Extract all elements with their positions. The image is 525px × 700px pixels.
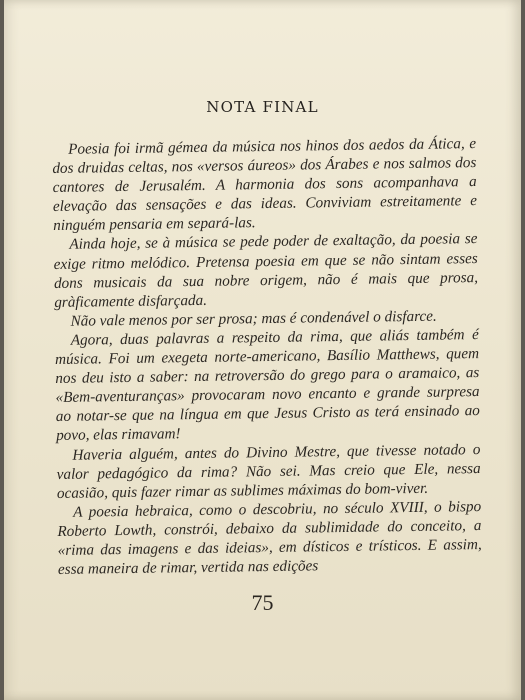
page-title: NOTA FINAL xyxy=(206,98,319,116)
paragraph-1: Poesia foi irmã gémea da música nos hinos dos aedos da Ática, e dos druidas celtas, nos «versos áureos» dos Árabes e nos salmos dos cantores de Jerusalém. A harmonia dos sons acompanhava a elevação das sensações e das ideas. Conviviam estreitamente e ninguém pensaria em separá-las. xyxy=(52,135,478,235)
book-page xyxy=(4,0,521,700)
body-text xyxy=(52,134,482,579)
paragraph-6: A poesia hebraica, como o descobriu, no século XVIII, o bispo Roberto Lowth, constrói, debaixo da sublimidade do conceito, a «rima das imagens e das ideias», em dísticos e trísticos. E assim, essa maneira de rimar, vertida nas edições xyxy=(57,497,482,579)
paragraph-5: Haveria alguém, antes do Divino Mestre, que tivesse notado o valor pedagógico da rima? Não sei. Mas creio que Ele, nessa ocasião, quis fazer rimar as sublimes máximas do bom-viver. xyxy=(56,440,481,502)
paragraph-2: Ainda hoje, se à música se pede poder de exaltação, da poesia se exige ritmo melódico. Pretensa poesia em que se não sintam esses dons musicais da sua nobre origem, não é mais que prosa, gràficamente disfarçada. xyxy=(53,230,479,311)
page-number: 75 xyxy=(251,590,274,615)
paragraph-4: Agora, duas palavras a respeito da rima, que aliás também é música. Foi um exegeta norte-americano, Basílio Matthews, quem nos deu isto a saber: na retroversão do grego para o aramaico, as «Bem-aventuranças» provocaram novo encanto e grande surpresa ao notar-se que na língua em que Jesus Cristo as terá ensinado ao povo, elas rimavam! xyxy=(54,325,480,445)
paragraph-3: Não vale menos por ser prosa; mas é condenável o disfarce. xyxy=(70,307,437,330)
